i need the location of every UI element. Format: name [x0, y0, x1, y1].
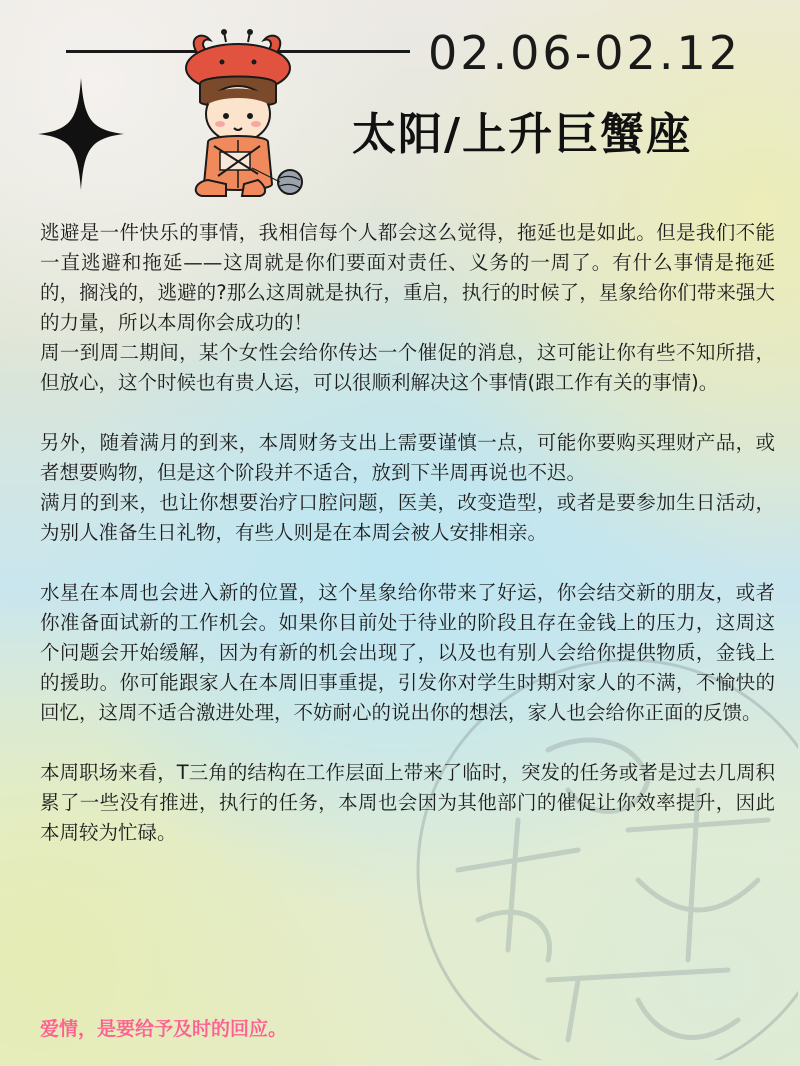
date-range: 02.06-02.12 — [428, 26, 741, 80]
paragraph: 水星在本周也会进入新的位置，这个星象给你带来了好运，你会结交新的朋友，或者你准备面试新的工作机会。如果你目前处于待业的阶段且存在金钱上的压力，这周这个问题会开始缓解，因为有新的机会出现了，以及也有别人会给你提供物质，金钱上的援助。你可能跟家人在本周旧事重提，引发你对学生时期对家人的不满，不愉快的回忆，这周不适合激进处理，不妨耐心的说出你的想法，家人也会给你正面的反馈。 — [40, 581, 775, 724]
crab-hat-knitting-mascot — [168, 28, 308, 200]
four-point-star-icon — [38, 78, 124, 190]
page-title: 太阳/上升巨蟹座 — [352, 109, 693, 160]
paragraph: 满月的到来，也让你想要治疗口腔问题，医美，改变造型，或者是要参加生日活动，为别人准备生日礼物，有些人则是在本周会被人安排相亲。 — [40, 491, 775, 544]
paragraph: 另外，随着满月的到来，本周财务支出上需要谨慎一点，可能你要购买理财产品，或者想要购物，但是这个阶段并不适合，放到下半周再说也不迟。 — [40, 431, 775, 484]
paragraph: 逃避是一件快乐的事情，我相信每个人都会这么觉得，拖延也是如此。但是我们不能一直逃避和拖延——这周就是你们要面对责任、义务的一周了。有什么事情是拖延的，搁浅的，逃避的?那么这周就是执行，重启，执行的时候了，星象给你们带来强大的力量，所以本周你会成功的！ — [40, 221, 775, 334]
love-highlight: 爱情，是要给予及时的回应。 — [40, 1018, 288, 1040]
paragraph: 本周职场来看，T三角的结构在工作层面上带来了临时，突发的任务或者是过去几周积累了一些没有推进，执行的任务，本周也会因为其他部门的催促让你效率提升，因此本周较为忙碌。 — [40, 761, 775, 844]
article-body — [40, 218, 775, 848]
paragraph: 周一到周二期间，某个女性会给你传达一个催促的消息，这可能让你有些不知所措，但放心，这个时候也有贵人运，可以很顺利解决这个事情(跟工作有关的事情)。 — [40, 341, 775, 394]
